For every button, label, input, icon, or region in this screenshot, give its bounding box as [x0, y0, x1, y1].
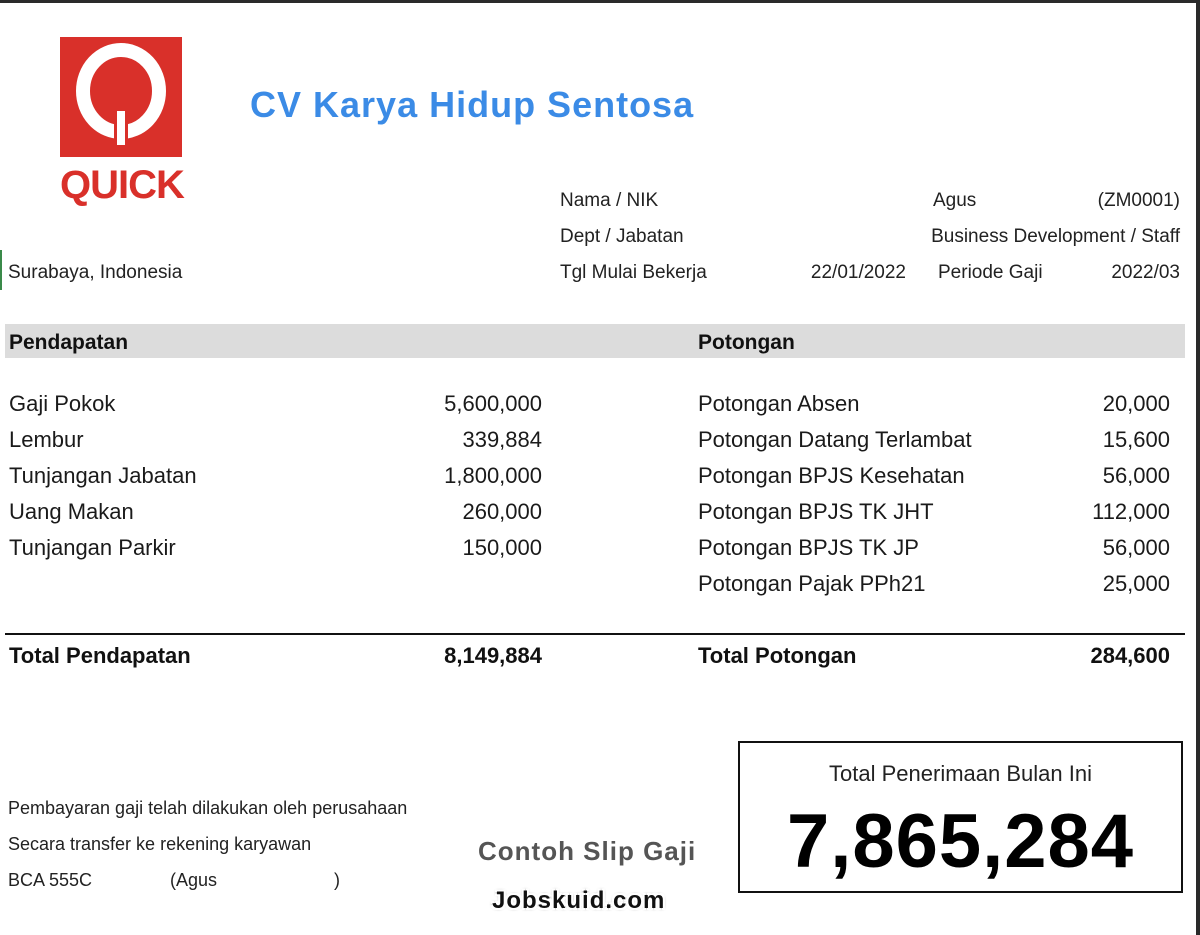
income-item-value: 5,600,000	[444, 391, 542, 416]
net-pay-value: 7,865,284	[786, 799, 1135, 884]
deduction-item-value: 56,000	[1102, 535, 1170, 560]
income-item-value: 260,000	[462, 499, 542, 524]
income-item-label: Tunjangan Parkir	[9, 535, 176, 560]
payment-note-2: Secara transfer ke rekening karyawan	[8, 834, 312, 854]
company-name: CV Karya Hidup Sentosa	[250, 84, 695, 125]
payment-note-1: Pembayaran gaji telah dilakukan oleh perusahaan	[8, 798, 408, 818]
deduction-item-label: Potongan Datang Terlambat	[698, 427, 972, 452]
start-date-label: Tgl Mulai Bekerja	[560, 262, 707, 283]
logo-text: QUICK	[60, 163, 184, 207]
total-income-value: 8,149,884	[444, 643, 542, 668]
net-pay-label: Total Penerimaan Bulan Ini	[829, 761, 1092, 786]
deduction-item-label: Potongan Absen	[698, 391, 860, 416]
deduction-item-value: 56,000	[1102, 463, 1170, 488]
income-item-label: Tunjangan Jabatan	[9, 463, 197, 488]
company-logo	[60, 37, 182, 207]
employee-nik: (ZM0001)	[1097, 190, 1180, 211]
deduction-item-value: 15,600	[1102, 427, 1170, 452]
total-income-label: Total Pendapatan	[9, 643, 191, 668]
logo-q-icon	[60, 37, 182, 157]
account-holder-close: )	[334, 870, 340, 890]
income-item-label: Uang Makan	[9, 499, 134, 524]
watermark-site: Jobskuid.com	[492, 887, 666, 914]
company-location: Surabaya, Indonesia	[8, 262, 183, 283]
deduction-item-value: 112,000	[1092, 499, 1170, 524]
deduction-item-value: 25,000	[1102, 571, 1170, 596]
section-header-bar	[5, 324, 1185, 358]
employee-name: Agus	[933, 190, 977, 211]
income-title: Pendapatan	[9, 331, 129, 354]
name-label: Nama / NIK	[560, 190, 659, 211]
deduction-item-label: Potongan Pajak PPh21	[698, 571, 926, 596]
deduction-item-label: Potongan BPJS TK JP	[698, 535, 919, 560]
account-holder: (Agus	[170, 870, 218, 890]
pay-period: 2022/03	[1111, 262, 1180, 283]
income-item-value: 339,884	[462, 427, 542, 452]
income-item-label: Gaji Pokok	[9, 391, 116, 416]
start-date: 22/01/2022	[810, 262, 906, 283]
cell-marker	[0, 250, 2, 290]
period-label: Periode Gaji	[938, 262, 1043, 283]
net-pay-box	[738, 741, 1183, 893]
deductions-title: Potongan	[698, 331, 795, 354]
bank-account: BCA 555C	[8, 870, 93, 890]
deduction-item-label: Potongan BPJS TK JHT	[698, 499, 934, 524]
top-border	[0, 0, 1200, 3]
deduction-item-label: Potongan BPJS Kesehatan	[698, 463, 965, 488]
watermark-caption: Contoh Slip Gaji	[478, 836, 697, 866]
total-deductions-label: Total Potongan	[698, 643, 857, 668]
employee-dept: Business Development / Staff	[931, 226, 1180, 247]
income-item-label: Lembur	[9, 427, 84, 452]
income-item-value: 1,800,000	[444, 463, 542, 488]
totals-divider	[5, 633, 1185, 635]
income-item-value: 150,000	[462, 535, 542, 560]
total-deductions-value: 284,600	[1090, 643, 1170, 668]
dept-label: Dept / Jabatan	[560, 226, 684, 247]
deduction-item-value: 20,000	[1102, 391, 1170, 416]
right-border	[1196, 0, 1200, 935]
